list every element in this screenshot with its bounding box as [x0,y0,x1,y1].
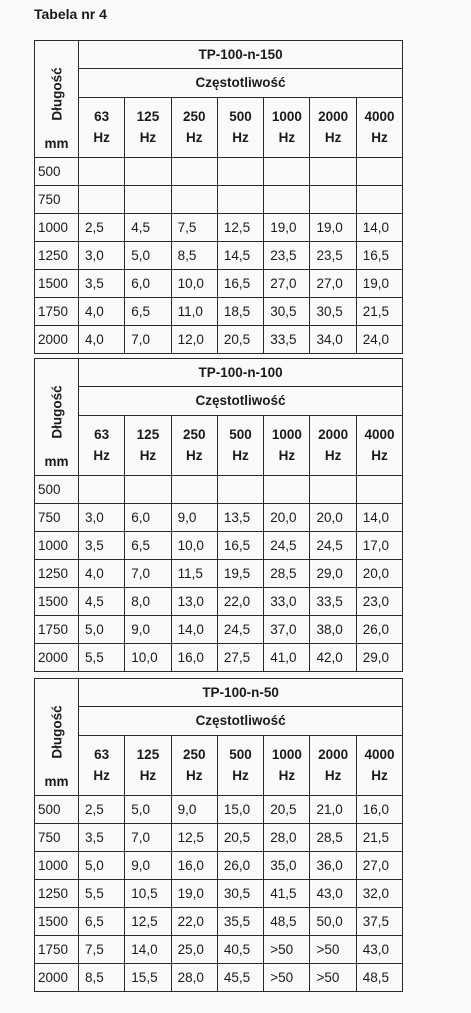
band-header [217,415,263,475]
value-cell: 10,5 [125,880,171,908]
length-cell: 750 [35,824,79,852]
value-cell: 6,0 [125,270,171,298]
band-value: 500 [229,747,252,763]
value-cell: 7,0 [125,560,171,588]
value-cell: 28,5 [264,560,310,588]
value-cell: 22,0 [171,908,217,936]
value-cell [125,186,171,214]
header-row-title [35,41,403,69]
value-cell [217,476,263,504]
value-cell: 3,0 [79,242,125,270]
value-cell: 4,0 [79,298,125,326]
value-cell: 28,5 [310,824,356,852]
value-cell: 21,5 [356,298,402,326]
value-cell: 26,0 [356,616,402,644]
value-cell: 16,0 [171,644,217,672]
band-value: 63 [94,427,110,443]
band-value: 2000 [318,109,349,125]
value-cell: 23,0 [356,588,402,616]
band-unit: Hz [93,448,110,464]
table-row [35,644,403,672]
length-unit: mm [44,774,69,789]
value-cell: 12,0 [171,326,217,354]
length-cell: 1500 [35,588,79,616]
band-unit: Hz [232,768,249,784]
value-cell [79,186,125,214]
value-cell: 42,0 [310,644,356,672]
value-cell [264,158,310,186]
value-cell: 14,0 [125,936,171,964]
value-cell: 23,5 [264,242,310,270]
band-value: 250 [182,747,206,763]
band-value: 1000 [271,747,302,763]
value-cell: 28,0 [264,824,310,852]
length-cell: 500 [35,796,79,824]
band-value: 500 [229,109,252,125]
band-header [125,97,171,157]
header-row-title [35,359,403,387]
band-value: 125 [136,427,160,443]
length-cell: 1750 [35,298,79,326]
value-cell [356,476,402,504]
band-header [264,735,310,795]
band-value: 250 [182,427,206,443]
value-cell: 6,0 [125,504,171,532]
header-row-bands [35,97,403,157]
band-header [356,735,402,795]
band-unit: Hz [185,768,203,784]
band-value: 1000 [271,109,302,125]
value-cell: 3,5 [79,532,125,560]
value-cell: 48,5 [264,908,310,936]
value-cell: 5,0 [125,796,171,824]
value-cell: 24,5 [217,616,263,644]
band-value: 1000 [271,427,302,443]
value-cell: 40,5 [217,936,263,964]
value-cell: 8,5 [79,964,125,992]
value-cell: 6,5 [125,298,171,326]
value-cell: 7,0 [125,824,171,852]
length-cell: 1250 [35,560,79,588]
value-cell [125,476,171,504]
value-cell: 7,0 [125,326,171,354]
value-cell: 21,0 [310,796,356,824]
frequency-label: Częstotliwość [79,707,403,735]
band-header [79,735,125,795]
table-row [35,908,403,936]
value-cell: 10,0 [125,644,171,672]
table-row [35,186,403,214]
band-unit: Hz [93,768,110,784]
table-row [35,852,403,880]
length-unit: mm [44,136,69,151]
band-unit: Hz [139,448,157,464]
attenuation-table-3 [34,678,403,992]
band-unit: Hz [232,448,249,464]
value-cell: 7,5 [79,936,125,964]
value-cell: 3,5 [79,824,125,852]
value-cell: 30,5 [217,880,263,908]
band-header [264,97,310,157]
value-cell: >50 [264,964,310,992]
value-cell: 16,5 [217,270,263,298]
band-value: 2000 [318,747,349,763]
value-cell: 37,5 [356,908,402,936]
value-cell: 27,0 [356,852,402,880]
value-cell: 33,5 [264,326,310,354]
value-cell: 35,5 [217,908,263,936]
band-unit: Hz [232,130,249,146]
value-cell: >50 [264,936,310,964]
band-header [310,415,356,475]
table-row [35,936,403,964]
value-cell: 20,0 [310,504,356,532]
value-cell: 29,0 [310,560,356,588]
band-unit: Hz [324,130,342,146]
length-cell: 1000 [35,852,79,880]
band-value: 4000 [364,109,395,125]
value-cell: 20,5 [217,326,263,354]
value-cell: 4,0 [79,326,125,354]
band-header [125,735,171,795]
value-cell: 27,0 [264,270,310,298]
value-cell: 12,5 [125,908,171,936]
frequency-label: Częstotliwość [79,69,403,97]
length-cell: 1750 [35,936,79,964]
length-header [35,679,79,796]
value-cell [79,476,125,504]
table-row [35,880,403,908]
table-row [35,588,403,616]
value-cell: 43,0 [310,880,356,908]
value-cell: 29,0 [356,644,402,672]
value-cell: 48,5 [356,964,402,992]
value-cell: 16,5 [356,242,402,270]
value-cell: 17,0 [356,532,402,560]
length-cell: 1500 [35,908,79,936]
value-cell [79,158,125,186]
value-cell: 19,0 [264,214,310,242]
value-cell: 24,5 [310,532,356,560]
value-cell: >50 [310,936,356,964]
value-cell: 18,5 [217,298,263,326]
value-cell: 24,0 [356,326,402,354]
band-value: 2000 [318,427,349,443]
value-cell [217,186,263,214]
value-cell: 32,0 [356,880,402,908]
length-header [35,359,79,476]
value-cell: 37,0 [264,616,310,644]
value-cell: 26,0 [217,852,263,880]
band-value: 63 [94,109,110,125]
length-cell: 2000 [35,326,79,354]
table-row [35,214,403,242]
value-cell: 35,0 [264,852,310,880]
value-cell: 6,5 [79,908,125,936]
length-cell: 2000 [35,644,79,672]
value-cell: 9,0 [125,852,171,880]
band-value: 500 [229,427,252,443]
value-cell: 14,0 [356,214,402,242]
value-cell: 30,5 [264,298,310,326]
length-cell: 500 [35,476,79,504]
value-cell: 41,5 [264,880,310,908]
value-cell: 5,0 [79,616,125,644]
table-row [35,964,403,992]
length-cell: 750 [35,186,79,214]
value-cell: 19,5 [217,560,263,588]
band-unit: Hz [185,448,203,464]
band-header [217,735,263,795]
length-label: Długość [49,67,64,121]
band-value: 250 [182,109,206,125]
length-cell: 1250 [35,242,79,270]
band-unit: Hz [278,768,296,784]
value-cell: 8,0 [125,588,171,616]
attenuation-table-2 [34,358,403,672]
value-cell: 11,5 [171,560,217,588]
value-cell: 12,5 [217,214,263,242]
band-value: 125 [136,109,160,125]
band-header [171,97,217,157]
value-cell: 9,0 [171,504,217,532]
value-cell: 7,5 [171,214,217,242]
band-unit: Hz [278,448,296,464]
value-cell: 4,5 [125,214,171,242]
table-row [35,504,403,532]
table-title: TP-100-n-50 [79,679,403,707]
band-header [217,97,263,157]
value-cell: 5,0 [79,852,125,880]
value-cell: 33,5 [310,588,356,616]
header-row-bands [35,735,403,795]
value-cell: 2,5 [79,796,125,824]
band-unit: Hz [371,130,388,146]
length-header [35,41,79,158]
value-cell [310,186,356,214]
value-cell: 14,0 [356,504,402,532]
length-cell: 1750 [35,616,79,644]
value-cell: 14,5 [217,242,263,270]
table-row [35,560,403,588]
value-cell: 27,0 [310,270,356,298]
value-cell: 16,0 [171,852,217,880]
value-cell: 6,5 [125,532,171,560]
value-cell: 5,5 [79,880,125,908]
table-row [35,796,403,824]
page-title: Tabela nr 4 [34,6,107,22]
value-cell: 5,0 [125,242,171,270]
value-cell: 3,0 [79,504,125,532]
table-row [35,298,403,326]
value-cell: 36,0 [310,852,356,880]
value-cell: 11,0 [171,298,217,326]
table-title: TP-100-n-150 [79,41,403,69]
value-cell: 43,0 [356,936,402,964]
band-value: 4000 [364,427,395,443]
value-cell: 9,0 [171,796,217,824]
frequency-label: Częstotliwość [79,387,403,415]
band-header [264,415,310,475]
band-value: 63 [94,747,110,763]
value-cell: 41,0 [264,644,310,672]
band-unit: Hz [371,768,388,784]
table-title: TP-100-n-100 [79,359,403,387]
value-cell: 20,0 [264,504,310,532]
length-unit: mm [44,454,69,469]
value-cell: 23,5 [310,242,356,270]
header-row-bands [35,415,403,475]
value-cell: 4,0 [79,560,125,588]
band-unit: Hz [324,448,342,464]
value-cell: 28,0 [171,964,217,992]
value-cell: 20,5 [264,796,310,824]
value-cell [310,158,356,186]
length-cell: 1000 [35,532,79,560]
value-cell: 24,5 [264,532,310,560]
value-cell: >50 [310,964,356,992]
length-cell: 750 [35,504,79,532]
length-cell: 500 [35,158,79,186]
value-cell: 8,5 [171,242,217,270]
table-row [35,158,403,186]
band-header [310,735,356,795]
header-row-frequency [35,69,403,97]
value-cell: 19,0 [356,270,402,298]
value-cell: 19,0 [310,214,356,242]
length-cell: 1250 [35,880,79,908]
value-cell: 10,0 [171,532,217,560]
band-header [356,415,402,475]
value-cell: 34,0 [310,326,356,354]
value-cell [356,158,402,186]
band-header [356,97,402,157]
value-cell [310,476,356,504]
value-cell: 2,5 [79,214,125,242]
band-header [125,415,171,475]
length-label: Długość [49,385,64,439]
band-header [171,735,217,795]
value-cell: 13,5 [217,504,263,532]
value-cell [171,476,217,504]
band-header [171,415,217,475]
value-cell: 12,5 [171,824,217,852]
value-cell: 20,5 [217,824,263,852]
value-cell: 9,0 [125,616,171,644]
value-cell [125,158,171,186]
value-cell: 45,5 [217,964,263,992]
value-cell: 20,0 [356,560,402,588]
table-row [35,532,403,560]
value-cell: 22,0 [217,588,263,616]
length-cell: 1000 [35,214,79,242]
value-cell: 5,5 [79,644,125,672]
value-cell: 27,5 [217,644,263,672]
value-cell [171,158,217,186]
length-cell: 1500 [35,270,79,298]
band-unit: Hz [324,768,342,784]
band-header [79,97,125,157]
band-unit: Hz [371,448,388,464]
band-unit: Hz [93,130,110,146]
length-cell: 2000 [35,964,79,992]
value-cell: 10,0 [171,270,217,298]
value-cell: 3,5 [79,270,125,298]
header-row-frequency [35,707,403,735]
value-cell: 16,5 [217,532,263,560]
value-cell: 21,5 [356,824,402,852]
value-cell: 19,0 [171,880,217,908]
value-cell: 13,0 [171,588,217,616]
length-label: Długość [49,705,64,759]
table-row [35,326,403,354]
band-unit: Hz [139,768,157,784]
band-unit: Hz [278,130,296,146]
band-value: 125 [136,747,160,763]
band-header [310,97,356,157]
value-cell: 15,5 [125,964,171,992]
value-cell: 30,5 [310,298,356,326]
table-row [35,616,403,644]
band-value: 4000 [364,747,395,763]
attenuation-table-1 [34,40,403,354]
value-cell [171,186,217,214]
table-row [35,242,403,270]
value-cell: 4,5 [79,588,125,616]
value-cell [264,186,310,214]
value-cell: 33,0 [264,588,310,616]
band-header [79,415,125,475]
table-row [35,824,403,852]
band-unit: Hz [139,130,157,146]
header-row-title [35,679,403,707]
header-row-frequency [35,387,403,415]
value-cell [264,476,310,504]
value-cell: 14,0 [171,616,217,644]
value-cell [356,186,402,214]
value-cell: 15,0 [217,796,263,824]
value-cell [217,158,263,186]
value-cell: 50,0 [310,908,356,936]
value-cell: 25,0 [171,936,217,964]
table-row [35,270,403,298]
table-row [35,476,403,504]
value-cell: 16,0 [356,796,402,824]
band-unit: Hz [185,130,203,146]
value-cell: 38,0 [310,616,356,644]
